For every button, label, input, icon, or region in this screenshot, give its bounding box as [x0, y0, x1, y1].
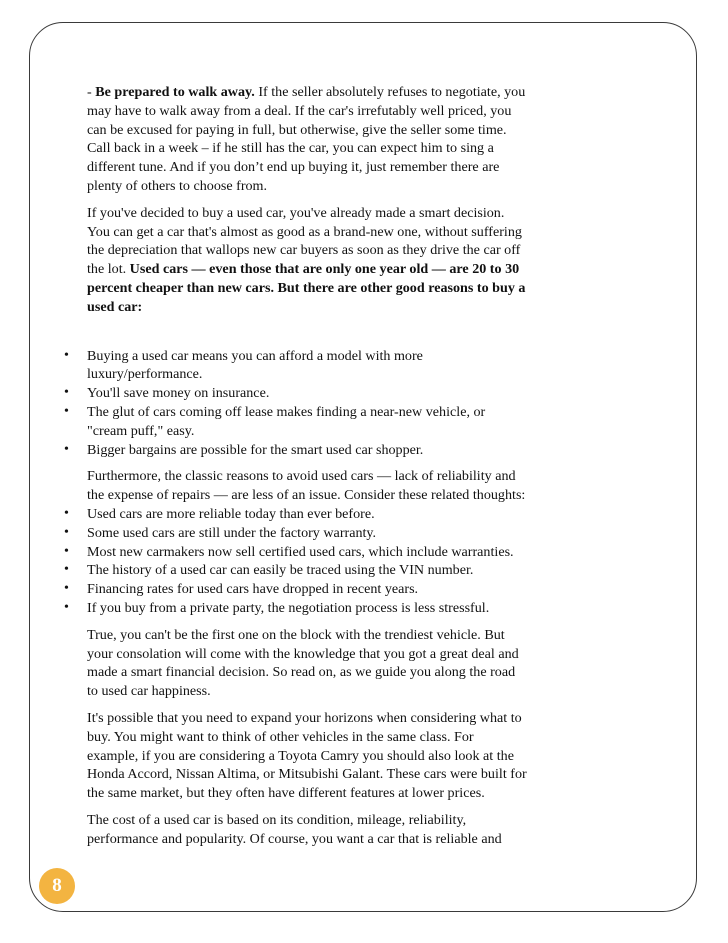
dash-prefix: - — [87, 84, 96, 100]
paragraph-horizons: It's possible that you need to expand your horizons when considering what to buy. You might want to think of other vehicles in the same class. For example, if you are considering a Toyota Camry you should also look at the Honda Accord, Nissan Altima, or Mitsubishi Galant. These cars were built for the same market, but they often have different features at lower prices. — [87, 709, 527, 802]
paragraph-cost: The cost of a used car is based on its condition, mileage, reliability, performance and popularity. Of course, you want a car that is reliable and — [87, 811, 502, 847]
list-item: • Financing rates for used cars have dropped in recent years. — [87, 580, 527, 599]
paragraph-text: If you've decided to buy a used car, you've already made a smart decision. You can get a car that's almost as good as a brand-new one, without suffering the depreciation that wallops new car buyers as soon as they drive the car off the lot. — [87, 204, 522, 278]
list-item: • Buying a used car means you can afford a model with more luxury/performance. — [87, 347, 527, 385]
list-item: • The history of a used car can easily be traced using the VIN number. — [87, 561, 527, 580]
list-item: • Some used cars are still under the factory warranty. — [87, 524, 527, 543]
paragraph-walk-away — [87, 83, 527, 196]
page-number: 8 — [52, 875, 62, 896]
list-item: • You'll save money on insurance. — [87, 384, 527, 403]
paragraph-true: True, you can't be the first one on the block with the trendiest vehicle. But your consolation will come with the knowledge that you got a great deal and made a smart financial decision. So read on, as we guide you along the road to used car happiness. — [87, 626, 519, 700]
list-item: • Used cars are more reliable today than ever before. — [87, 505, 527, 524]
list-item: • Bigger bargains are possible for the smart used car shopper. — [87, 441, 527, 460]
list-item: • The glut of cars coming off lease makes finding a near-new vehicle, or "cream puff," easy. — [87, 403, 527, 441]
paragraph-text: If the seller absolutely refuses to negotiate, you may have to walk away from a deal. If the car's irrefutably well priced, you can be excused for paying in full, but otherwise, give the seller some time. Call back in a week – if he still has the car, you can expect him to sing a different tune. And if you don’t end up buying it, just remember there are plenty of others to choose from. — [87, 84, 526, 194]
reasons-list — [87, 347, 527, 460]
bold-emphasis: Used cars — even those that are only one year old — are 20 to 30 percent cheaper than new cars. But there are other good reasons to buy a used car: — [87, 261, 526, 315]
paragraph-smart-decision — [87, 204, 527, 317]
thoughts-list — [87, 505, 527, 618]
page-number-badge — [39, 868, 75, 904]
bold-lead: Be prepared to walk away. — [95, 84, 255, 100]
list-item: • Most new carmakers now sell certified used cars, which include warranties. — [87, 543, 527, 562]
page-content — [87, 83, 527, 856]
paragraph-furthermore: Furthermore, the classic reasons to avoid used cars — lack of reliability and the expense of repairs — are less of an issue. Consider these related thoughts: — [87, 468, 526, 504]
list-item: • If you buy from a private party, the negotiation process is less stressful. — [87, 599, 527, 618]
